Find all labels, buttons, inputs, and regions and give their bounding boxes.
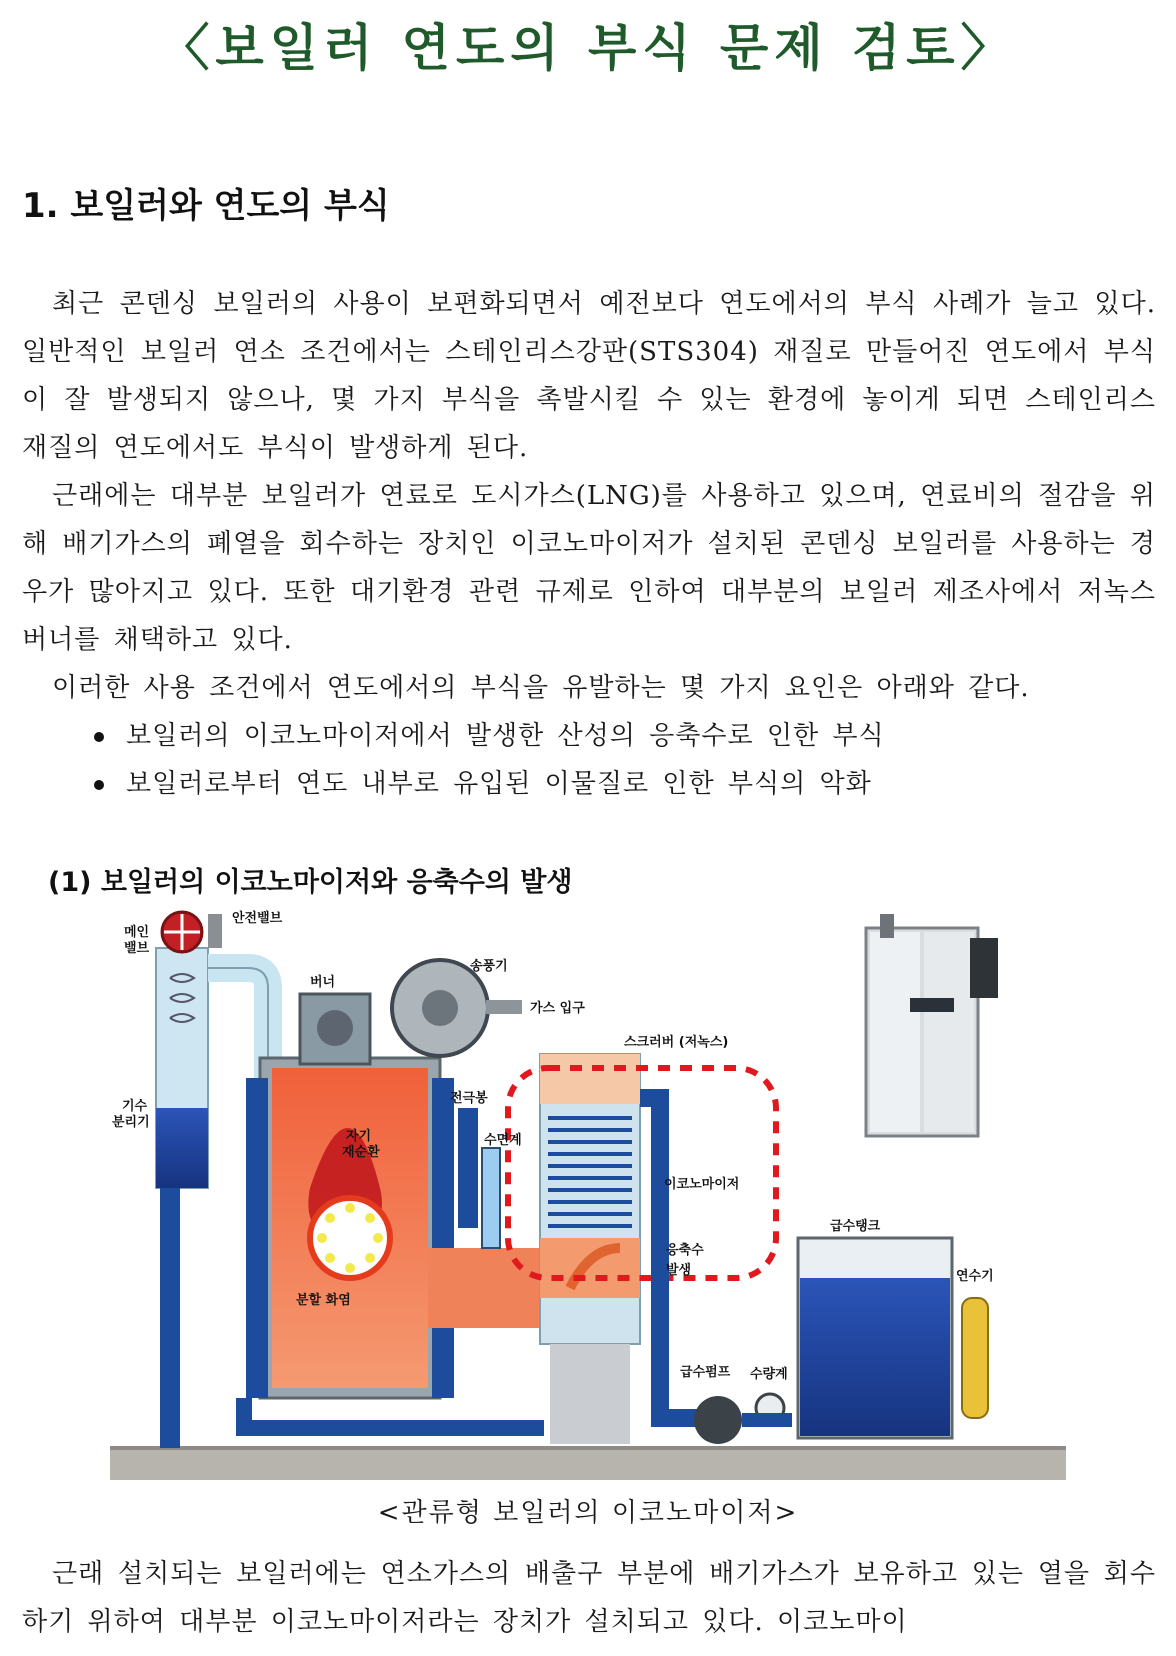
label-feed-pump: 급수펌프	[680, 1365, 731, 1380]
document-title: 〈보일러 연도의 부식 문제 검토〉	[159, 19, 1017, 77]
label-gas-inlet: 가스 입구	[530, 1001, 585, 1016]
label-water-gauge: 수면계	[484, 1133, 522, 1148]
subsection-heading: (1) 보일러의 이코노마이저와 응축수의 발생	[48, 867, 573, 898]
label-economizer: 이코노마이저	[664, 1177, 740, 1192]
paragraph: 근래에는 대부분 보일러가 연료로 도시가스(LNG)를 사용하고 있으며, 연료비의 절감을 위해 배기가스의 폐열을 회수하는 장치인 이코노마이저가 설치된 콘덴싱 보일러를 사용하는 경우가 많아지고 있다. 또한 대기환경 관련 규제로 인하여 대부분의 보일러 제조사에서 저녹스 버너를 채택하고 있다.	[22, 481, 1157, 655]
label-flow-meter: 수량계	[750, 1367, 788, 1382]
label-separator: 기수	[122, 1099, 148, 1114]
bullet-item: 보일러로부터 연도 내부로 유입된 이물질로 인한 부식의 악화	[22, 760, 1156, 808]
figure-caption: <관류형 보일러의 이코노마이저>	[377, 1498, 799, 1528]
label-condensate: 응축수	[666, 1243, 704, 1258]
electrode-rods	[458, 1108, 478, 1228]
feed-pump-icon	[694, 1396, 742, 1444]
section-heading: 1. 보일러와 연도의 부식	[22, 186, 390, 226]
water-gauge	[482, 1148, 500, 1248]
label-self-circulation: 재순환	[342, 1145, 380, 1160]
label-scrubber: 스크러버 (저녹스)	[624, 1035, 729, 1050]
section-body	[22, 280, 1156, 808]
boiler-diagram	[110, 908, 1066, 1482]
label-main-valve: 메인	[124, 925, 150, 940]
label-softener: 연수기	[956, 1269, 994, 1284]
paragraph: 근래 설치되는 보일러에는 연소가스의 배출구 부분에 배기가스가 보유하고 있는 열을 회수하기 위하여 대부분 이코노마이저라는 장치가 설치되고 있다. 이코노마이	[22, 1559, 1156, 1637]
bullet-list	[22, 712, 1156, 808]
label-main-valve: 밸브	[124, 941, 150, 956]
label-blower: 송풍기	[470, 959, 508, 974]
flue-duct	[428, 1248, 548, 1328]
label-separator: 분리기	[112, 1115, 150, 1130]
label-electrode: 전극봉	[450, 1091, 488, 1106]
boiler-product-image	[866, 914, 998, 1136]
label-burner: 버너	[310, 975, 336, 990]
label-safety-valve: 안전밸브	[232, 911, 283, 926]
label-split-flame: 분할 화염	[296, 1293, 351, 1308]
closing-body	[22, 1550, 1156, 1646]
safety-valve-icon	[208, 914, 222, 948]
paragraph: 이러한 사용 조건에서 연도에서의 부식을 유발하는 몇 가지 요인은 아래와 같다.	[52, 673, 1030, 703]
label-self-circulation: 자기	[346, 1129, 372, 1144]
softener	[962, 1298, 988, 1418]
label-condensate: 발생	[666, 1263, 692, 1278]
paragraph: 최근 콘덴싱 보일러의 사용이 보편화되면서 예전보다 연도에서의 부식 사례가 늘고 있다. 일반적인 보일러 연소 조건에서는 스테인리스강판(STS304) 재질로 만들어진 연도에서 부식이 잘 발생되지 않으나, 몇 가지 부식을 촉발시킬 수 있는 환경에 놓이게 되면 스테인리스 재질의 연도에서도 부식이 발생하게 된다.	[22, 289, 1156, 463]
label-feed-tank: 급수탱크	[830, 1219, 881, 1234]
bullet-item: 보일러의 이코노마이저에서 발생한 산성의 응축수로 인한 부식	[22, 712, 1156, 760]
ground	[110, 1446, 1066, 1480]
